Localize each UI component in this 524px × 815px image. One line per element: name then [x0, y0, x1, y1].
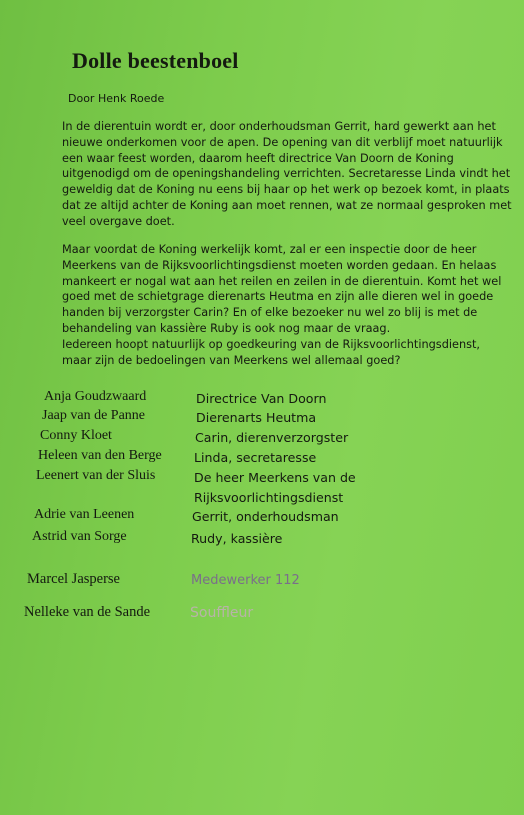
text-line: veel overgave doet. [62, 214, 175, 228]
text-line: Meerkens van de Rijksvoorlichtingsdienst moeten worden gedaan. En helaas [62, 258, 497, 272]
cast-actor: Jaap van de Panne [42, 408, 146, 423]
cast-role: Gerrit, onderhoudsman [192, 509, 339, 524]
cast-role: Rudy, kassière [191, 531, 283, 546]
cast-role: Linda, secretaresse [194, 450, 317, 465]
cast-role: Directrice Van Doorn [196, 391, 327, 406]
crew-actor: Nelleke van de Sande [24, 604, 151, 620]
text-line: In de dierentuin wordt er, door onderhoudsman Gerrit, hard gewerkt aan het [62, 120, 496, 133]
text-line: maar zijn de bedoelingen van Meerkens wel allemaal goed? [62, 353, 401, 367]
cast-actor: Heleen van den Berge [38, 448, 162, 463]
cast-actor: Anja Goudzwaard [44, 389, 147, 404]
crew-role: Souffleur [190, 605, 254, 621]
cast-actor: Leenert van der Sluis [36, 468, 156, 483]
cast-role: Dierenarts Heutma [196, 410, 317, 425]
text-line: behandeling van kassière Ruby is ook nog maar de vraag. [62, 321, 391, 335]
text-line: nieuwe onderkomen voor de apen. De opening van dit verblijf moet natuurlijk [62, 135, 503, 149]
synopsis-paragraph-1 [62, 119, 522, 230]
text-line: uitgenodigd om de openingshandeling verrichten. Secretaresse Linda vindt het [62, 167, 511, 181]
cast-role: Carin, dierenverzorgster [195, 430, 349, 445]
crew-role: Medewerker 112 [191, 573, 300, 588]
text-line: Maar voordat de Koning werkelijk komt, zal er een inspectie door de heer [62, 243, 477, 256]
text-line: goed met de schietgrage dierenarts Heutma en zijn alle dieren wel in goede [62, 290, 494, 304]
text-line: dat ze altijd achter de Koning aan moet rennen, wat ze normaal gesproken met [62, 198, 512, 212]
text-line: Iedereen hoopt natuurlijk op goedkeuring van de Rijksvoorlichtingsdienst, [62, 337, 481, 351]
cast-actor: Conny Kloet [40, 428, 112, 443]
cast-role: De heer Meerkens van de [194, 470, 356, 485]
document-title: Dolle beestenboel [72, 48, 239, 73]
cast-role-continued: Rijksvoorlichtingsdienst [194, 490, 344, 505]
cast-actor: Adrie van Leenen [34, 507, 135, 522]
synopsis-paragraph-2 [62, 242, 522, 368]
text-line: geweldig dat de Koning nu eens bij haar op het werk op bezoek komt, in plaats [62, 183, 510, 197]
text-line: mankeert er nogal wat aan het reilen en zeilen in de dierentuin. Komt het wel [62, 274, 502, 288]
text-line: handen bij verzorgster Carin? En of elke bezoeker nu wel zo blij is met de [62, 306, 478, 320]
cast-actor: Astrid van Sorge [32, 529, 127, 544]
crew-actor: Marcel Jasperse [27, 571, 120, 587]
text-line: een waar feest worden, daarom heeft directrice Van Doorn de Koning [62, 151, 454, 165]
author-line: Door Henk Roede [68, 92, 165, 105]
